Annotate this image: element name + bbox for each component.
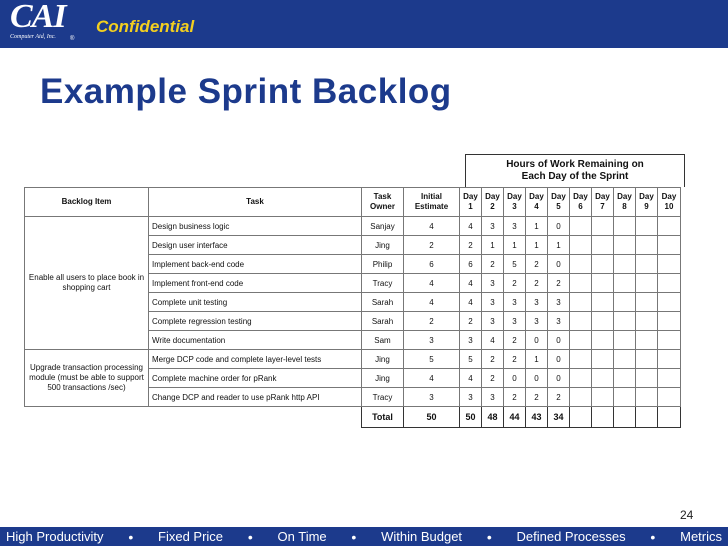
day-cell: 5 xyxy=(504,255,526,274)
backlog-item-cell: Enable all users to place book in shopping cart xyxy=(25,217,149,350)
estimate-cell: 5 xyxy=(404,350,460,369)
day-cell: 2 xyxy=(504,274,526,293)
logo-subtitle: Computer Aid, Inc. xyxy=(10,34,56,40)
day-cell xyxy=(658,388,681,407)
col-day xyxy=(548,188,570,217)
day-cell: 2 xyxy=(526,255,548,274)
day-cell xyxy=(592,350,614,369)
day-cell xyxy=(592,331,614,350)
day-label: Day xyxy=(617,192,632,201)
day-number: 3 xyxy=(512,202,517,211)
day-cell: 3 xyxy=(526,293,548,312)
day-label: Day xyxy=(639,192,654,201)
estimate-cell: 2 xyxy=(404,236,460,255)
owner-cell: Tracy xyxy=(362,388,404,407)
day-cell: 1 xyxy=(504,236,526,255)
col-day xyxy=(504,188,526,217)
day-cell xyxy=(658,236,681,255)
day-cell xyxy=(570,369,592,388)
day-cell xyxy=(570,217,592,236)
day-cell: 2 xyxy=(460,236,482,255)
col-estimate-line1: Initial xyxy=(421,192,442,201)
day-cell: 2 xyxy=(526,388,548,407)
estimate-cell: 3 xyxy=(404,388,460,407)
day-number: 2 xyxy=(490,202,495,211)
estimate-cell: 4 xyxy=(404,274,460,293)
total-label: Total xyxy=(362,407,404,428)
day-cell xyxy=(570,312,592,331)
day-cell: 3 xyxy=(482,274,504,293)
footer-bullet: • xyxy=(650,528,656,545)
day-label: Day xyxy=(507,192,522,201)
day-cell xyxy=(570,293,592,312)
day-cell xyxy=(570,388,592,407)
day-cell xyxy=(658,255,681,274)
day-cell xyxy=(570,350,592,369)
owner-cell: Sanjay xyxy=(362,217,404,236)
task-cell: Implement front-end code xyxy=(149,274,362,293)
day-cell: 3 xyxy=(482,312,504,331)
day-cell: 3 xyxy=(548,312,570,331)
backlog-item-cell: Upgrade transaction processing module (must be able to support 500 transactions /sec) xyxy=(25,350,149,407)
owner-cell: Philip xyxy=(362,255,404,274)
day-cell xyxy=(636,388,658,407)
day-cell xyxy=(658,369,681,388)
col-task: Task xyxy=(149,188,362,217)
confidential-label: Confidential xyxy=(96,17,195,36)
total-day-cell: 43 xyxy=(526,407,548,428)
day-number: 8 xyxy=(622,202,627,211)
day-cell: 3 xyxy=(504,312,526,331)
day-cell xyxy=(592,369,614,388)
total-spacer xyxy=(149,407,362,428)
task-cell: Design user interface xyxy=(149,236,362,255)
total-day-cell xyxy=(570,407,592,428)
total-day-cell xyxy=(636,407,658,428)
day-cell xyxy=(570,236,592,255)
day-cell: 3 xyxy=(460,331,482,350)
day-cell: 3 xyxy=(482,388,504,407)
day-number: 6 xyxy=(578,202,583,211)
day-cell: 1 xyxy=(526,236,548,255)
day-cell: 2 xyxy=(504,350,526,369)
day-cell: 0 xyxy=(548,369,570,388)
table-header-row xyxy=(25,188,681,217)
day-cell xyxy=(570,274,592,293)
col-owner-line1: Task xyxy=(373,192,392,201)
day-number: 10 xyxy=(664,202,674,211)
day-cell xyxy=(614,255,636,274)
day-number: 9 xyxy=(644,202,649,211)
day-label: Day xyxy=(463,192,478,201)
total-row xyxy=(25,407,681,428)
day-cell: 3 xyxy=(504,217,526,236)
day-cell xyxy=(614,331,636,350)
day-cell: 0 xyxy=(548,350,570,369)
day-cell xyxy=(592,255,614,274)
estimate-cell: 4 xyxy=(404,293,460,312)
day-cell: 2 xyxy=(460,312,482,331)
day-number: 7 xyxy=(600,202,605,211)
total-day-cell xyxy=(592,407,614,428)
day-cell xyxy=(636,274,658,293)
day-cell xyxy=(614,274,636,293)
day-number: 5 xyxy=(556,202,561,211)
day-cell: 1 xyxy=(548,236,570,255)
day-cell xyxy=(614,236,636,255)
hours-remaining-header xyxy=(465,154,685,187)
owner-cell: Sam xyxy=(362,331,404,350)
day-cell: 0 xyxy=(548,331,570,350)
footer-item: Fixed Price xyxy=(158,529,224,544)
total-day-cell: 50 xyxy=(460,407,482,428)
day-label: Day xyxy=(661,192,677,201)
day-cell xyxy=(592,388,614,407)
footer-item: High Productivity xyxy=(6,529,104,544)
owner-cell: Jing xyxy=(362,350,404,369)
day-cell: 2 xyxy=(548,274,570,293)
footer-bar xyxy=(0,527,728,546)
day-cell xyxy=(636,312,658,331)
day-cell xyxy=(636,293,658,312)
total-day-cell: 48 xyxy=(482,407,504,428)
day-cell xyxy=(636,369,658,388)
day-cell: 2 xyxy=(548,388,570,407)
hours-header-line1: Hours of Work Remaining on xyxy=(506,159,644,170)
col-task-owner xyxy=(362,188,404,217)
col-day xyxy=(570,188,592,217)
day-cell xyxy=(658,293,681,312)
col-estimate-line2: Estimate xyxy=(414,202,449,211)
total-spacer xyxy=(25,407,149,428)
day-cell: 0 xyxy=(548,255,570,274)
owner-cell: Sarah xyxy=(362,312,404,331)
owner-cell: Jing xyxy=(362,369,404,388)
footer-bullet: • xyxy=(128,528,134,545)
day-cell xyxy=(592,293,614,312)
footer-item: Defined Processes xyxy=(516,529,626,544)
footer-item: On Time xyxy=(277,529,327,544)
task-cell: Merge DCP code and complete layer-level tests xyxy=(149,350,362,369)
day-cell: 4 xyxy=(460,217,482,236)
day-number: 4 xyxy=(534,202,539,211)
estimate-cell: 4 xyxy=(404,369,460,388)
day-cell: 3 xyxy=(460,388,482,407)
col-owner-line2: Owner xyxy=(370,202,395,211)
sprint-backlog-table xyxy=(24,187,681,428)
day-cell: 3 xyxy=(504,293,526,312)
day-cell xyxy=(614,217,636,236)
day-label: Day xyxy=(573,192,588,201)
owner-cell: Jing xyxy=(362,236,404,255)
day-cell xyxy=(636,255,658,274)
day-cell: 4 xyxy=(460,274,482,293)
day-cell xyxy=(658,312,681,331)
day-cell: 4 xyxy=(460,293,482,312)
col-day xyxy=(482,188,504,217)
day-cell xyxy=(636,350,658,369)
col-day xyxy=(460,188,482,217)
table-row xyxy=(25,217,681,236)
col-day xyxy=(526,188,548,217)
col-backlog-item: Backlog Item xyxy=(25,188,149,217)
day-label: Day xyxy=(485,192,500,201)
day-cell: 2 xyxy=(482,369,504,388)
total-day-cell: 44 xyxy=(504,407,526,428)
owner-cell: Sarah xyxy=(362,293,404,312)
task-cell: Design business logic xyxy=(149,217,362,236)
day-cell xyxy=(614,312,636,331)
day-cell: 1 xyxy=(526,217,548,236)
task-cell: Change DCP and reader to use pRank http API xyxy=(149,388,362,407)
day-cell xyxy=(614,388,636,407)
footer-bullet: • xyxy=(351,528,357,545)
day-cell: 0 xyxy=(526,331,548,350)
logo-registered-mark: ® xyxy=(70,36,75,42)
task-cell: Write documentation xyxy=(149,331,362,350)
day-cell: 3 xyxy=(482,293,504,312)
col-day xyxy=(614,188,636,217)
total-estimate: 50 xyxy=(404,407,460,428)
day-label: Day xyxy=(595,192,610,201)
day-cell xyxy=(658,331,681,350)
estimate-cell: 3 xyxy=(404,331,460,350)
day-cell xyxy=(592,236,614,255)
day-cell xyxy=(614,350,636,369)
footer-bullet: • xyxy=(247,528,253,545)
task-cell: Complete machine order for pRank xyxy=(149,369,362,388)
total-day-cell xyxy=(614,407,636,428)
day-cell: 4 xyxy=(482,331,504,350)
day-cell: 1 xyxy=(526,350,548,369)
day-number: 1 xyxy=(468,202,473,211)
day-cell xyxy=(614,293,636,312)
page-number: 24 xyxy=(680,508,694,522)
table-row xyxy=(25,350,681,369)
day-cell: 4 xyxy=(460,369,482,388)
day-cell xyxy=(658,350,681,369)
day-cell: 5 xyxy=(460,350,482,369)
day-cell xyxy=(636,331,658,350)
col-day xyxy=(658,188,681,217)
estimate-cell: 4 xyxy=(404,217,460,236)
day-cell xyxy=(614,369,636,388)
day-cell xyxy=(592,312,614,331)
footer-bullet: • xyxy=(486,528,492,545)
day-cell xyxy=(570,331,592,350)
cai-logo xyxy=(6,0,75,44)
day-label: Day xyxy=(551,192,566,201)
total-day-cell xyxy=(658,407,681,428)
logo-text: CAI xyxy=(10,0,66,35)
task-cell: Complete regression testing xyxy=(149,312,362,331)
day-cell: 0 xyxy=(504,369,526,388)
header-bar xyxy=(0,0,728,48)
day-cell: 0 xyxy=(548,217,570,236)
owner-cell: Tracy xyxy=(362,274,404,293)
slide-title: Example Sprint Backlog xyxy=(40,72,452,111)
day-cell xyxy=(636,217,658,236)
task-cell: Implement back-end code xyxy=(149,255,362,274)
day-label: Day xyxy=(529,192,544,201)
footer-item: Within Budget xyxy=(381,529,463,544)
day-cell: 2 xyxy=(504,388,526,407)
footer-item: Metrics xyxy=(680,529,722,544)
day-cell: 3 xyxy=(482,217,504,236)
day-cell: 6 xyxy=(460,255,482,274)
col-day xyxy=(592,188,614,217)
estimate-cell: 2 xyxy=(404,312,460,331)
day-cell xyxy=(658,274,681,293)
day-cell xyxy=(592,274,614,293)
day-cell xyxy=(658,217,681,236)
day-cell: 3 xyxy=(548,293,570,312)
day-cell xyxy=(592,217,614,236)
day-cell: 2 xyxy=(482,255,504,274)
hours-header-line2: Each Day of the Sprint xyxy=(521,171,629,182)
col-day xyxy=(636,188,658,217)
day-cell xyxy=(570,255,592,274)
day-cell: 0 xyxy=(526,369,548,388)
day-cell xyxy=(636,236,658,255)
day-cell: 2 xyxy=(504,331,526,350)
day-cell: 2 xyxy=(526,274,548,293)
day-cell: 1 xyxy=(482,236,504,255)
total-day-cell: 34 xyxy=(548,407,570,428)
estimate-cell: 6 xyxy=(404,255,460,274)
day-cell: 3 xyxy=(526,312,548,331)
day-cell: 2 xyxy=(482,350,504,369)
col-initial-estimate xyxy=(404,188,460,217)
task-cell: Complete unit testing xyxy=(149,293,362,312)
